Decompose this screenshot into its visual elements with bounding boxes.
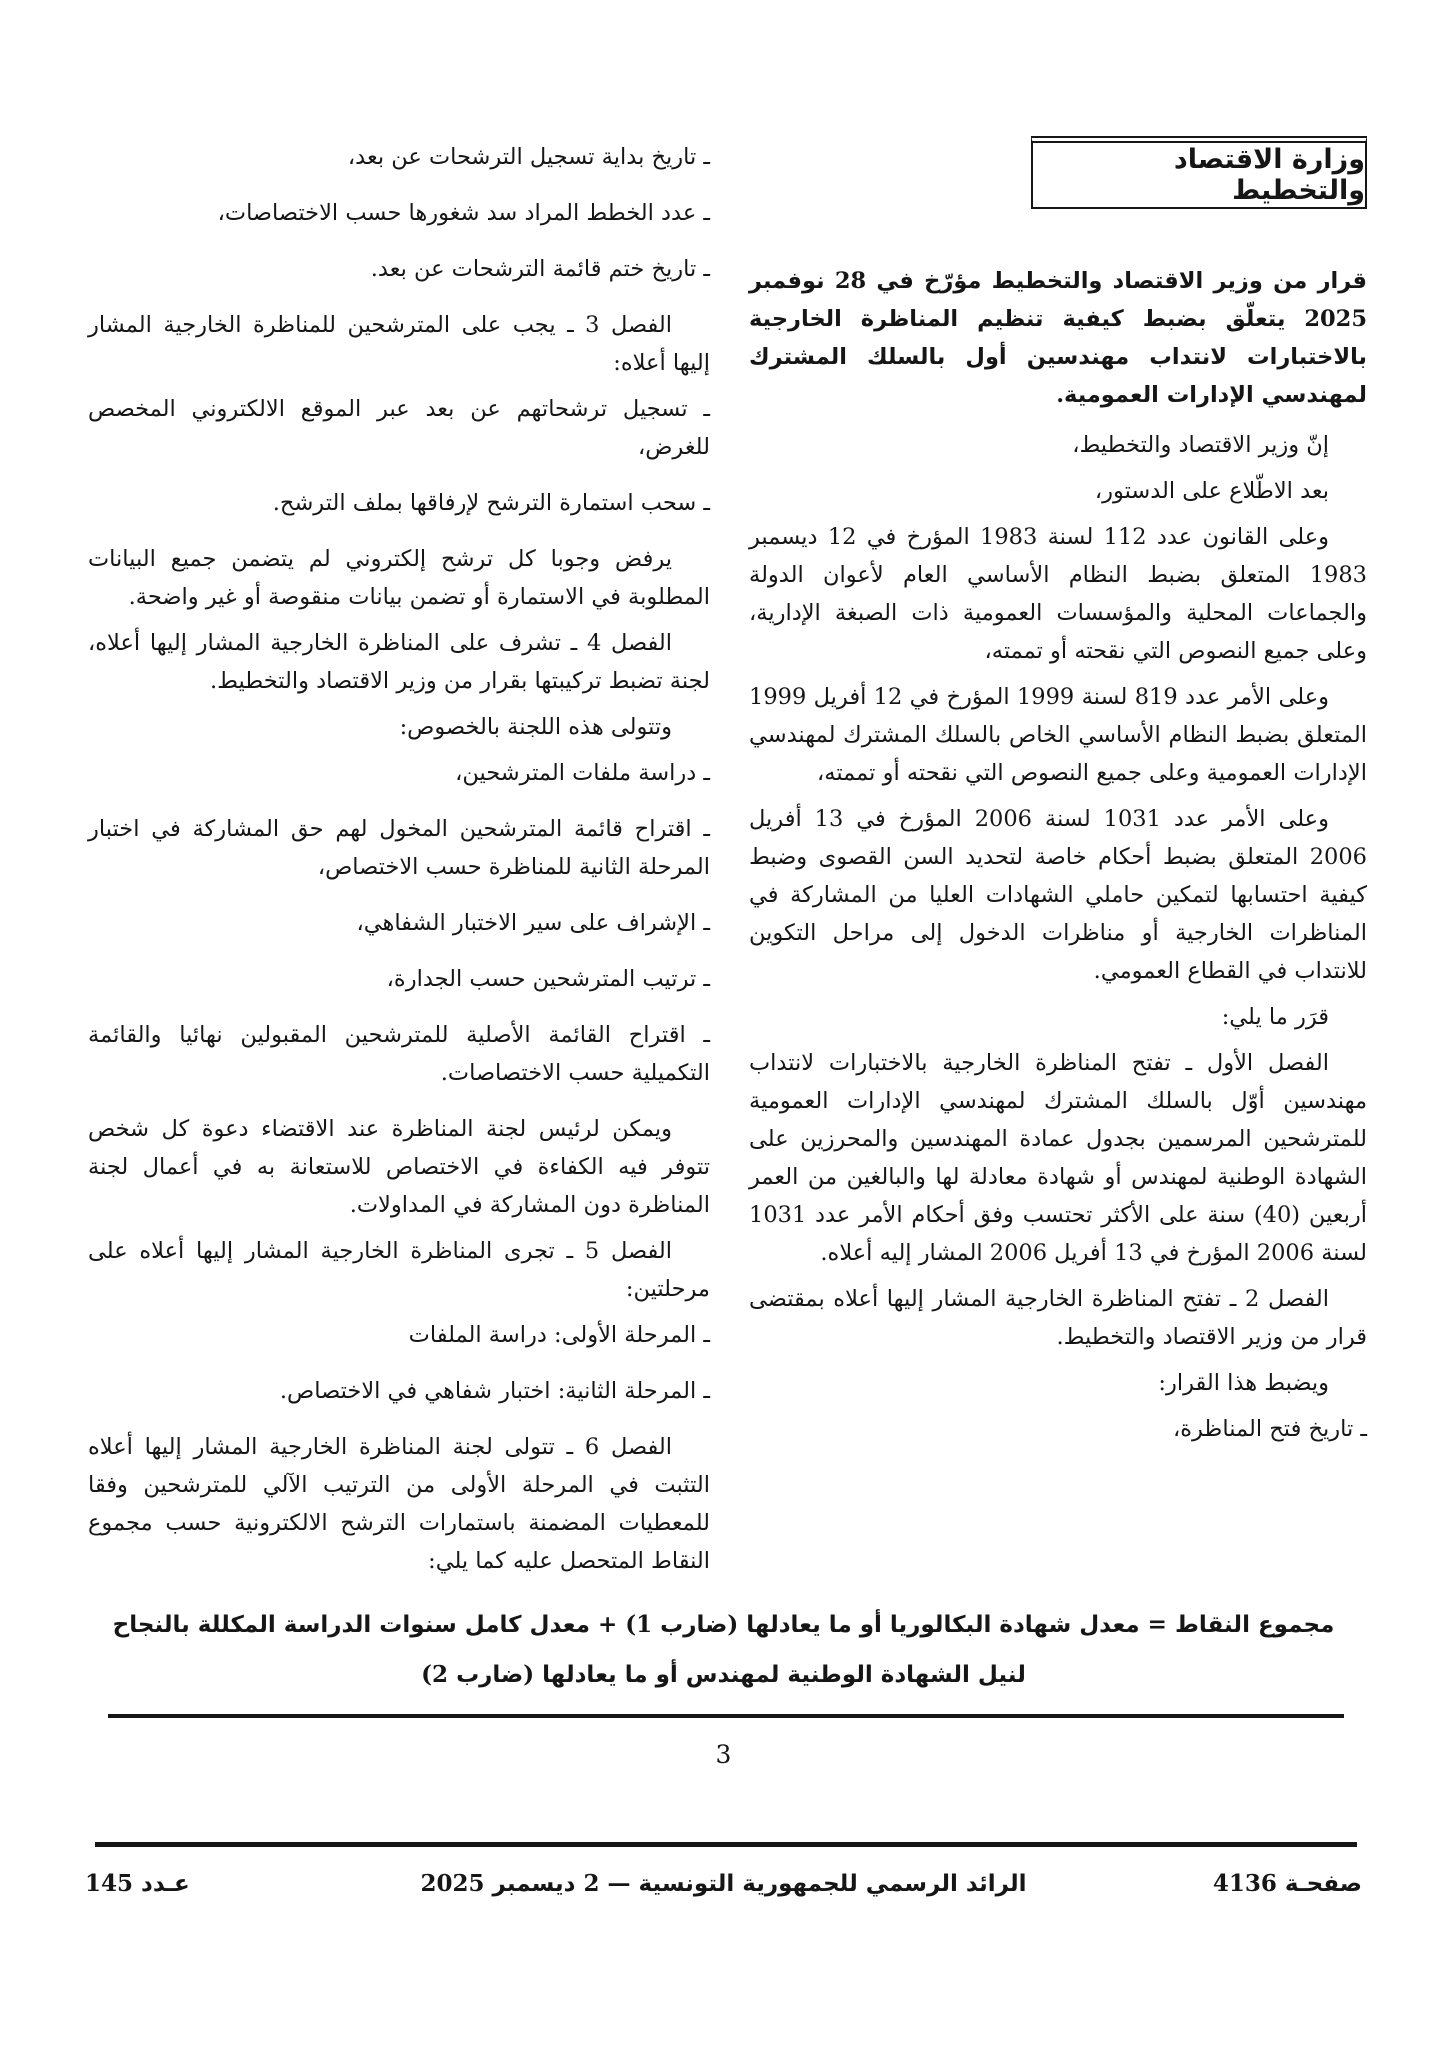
formula-label: مجموع النقاط — [1174, 1611, 1335, 1638]
paragraph: ويضبط هذا القرار: — [1158, 1370, 1329, 1396]
list-item: ـ تسجيل ترشحاتهم عن بعد عبر الموقع الالكتروني المخصص للغرض، — [88, 396, 710, 460]
list-item: ـ ترتيب المترشحين حسب الجدارة، — [386, 966, 710, 992]
paragraph: وعلى الأمر عدد 1031 لسنة 2006 المؤرخ في 13 أفريل 2006 المتعلق بضبط أحكام خاصة لتحديد السن القصوى وضبط كيفية احتسابها لتمكين حاملي الشهادات العليا من المشاركة في المناظرات الخارجية أو مناظرات الدخول إلى مراحل التكوين للانتداب في القطاع العمومي. — [749, 806, 1367, 984]
paragraph: وتتولى هذه اللجنة بالخصوص: — [399, 714, 672, 740]
article-paragraph: الفصل الأول ـ تفتح المناظرة الخارجية بالاختبارات لانتداب مهندسين أوّل بالسلك المشترك لمهندسي الإدارات العمومية للمترشحين المرسمين بجدول عمادة المهندسين والمحرزين على الشهادة الوطنية لمهندس أو شهادة معادلة لها والبالغين من العمر أربعين (40) سنة على الأكثر تحتسب وفق أحكام الأمر عدد 1031 لسنة 2006 المؤرخ في 13 أفريل 2006 المشار إليه أعلاه. — [749, 1050, 1367, 1266]
article-paragraph: الفصل 5 ـ تجرى المناظرة الخارجية المشار إليها أعلاه على مرحلتين: — [88, 1238, 710, 1302]
ministry-header-box — [1031, 136, 1367, 209]
list-item: ـ دراسة ملفات المترشحين، — [455, 760, 710, 786]
footer-rule — [95, 1842, 1357, 1847]
paragraph: وعلى القانون عدد 112 لسنة 1983 المؤرخ في 12 ديسمبر 1983 المتعلق بضبط النظام الأساسي العام لأعوان الدولة والجماعات المحلية والمؤسسات العمومية ذات الصبغة الإدارية، وعلى جميع النصوص التي نقحته أو تممته، — [749, 524, 1367, 664]
list-item: ـ الإشراف على سير الاختبار الشفاهي، — [356, 910, 710, 936]
footer-page-label: صفحـة 4136 — [1212, 1869, 1362, 1897]
paragraph: بعد الاطّلاع على الدستور، — [1094, 478, 1329, 504]
paragraph: إنّ وزير الاقتصاد والتخطيط، — [1072, 432, 1329, 458]
list-item: ـ اقتراح قائمة المترشحين المخول لهم حق المشاركة في اختبار المرحلة الثانية للمناظرة حسب الاختصاص، — [88, 816, 710, 880]
article-paragraph: الفصل 2 ـ تفتح المناظرة الخارجية المشار إليها أعلاه بمقتضى قرار من وزير الاقتصاد والتخطيط. — [749, 1286, 1367, 1350]
separator-rule — [108, 1714, 1344, 1718]
list-item: ـ تاريخ فتح المناظرة، — [1172, 1416, 1367, 1442]
list-item: ـ عدد الخطط المراد سد شغورها حسب الاختصاصات، — [217, 200, 710, 226]
paragraph: يرفض وجوبا كل ترشح إلكتروني لم يتضمن جميع البيانات المطلوبة في الاستمارة أو تضمن بيانات منقوصة أو غير واضحة. — [88, 546, 710, 610]
list-item: ـ سحب استمارة الترشح لإرفاقها بملف الترشح. — [272, 490, 710, 516]
points-formula — [85, 1600, 1362, 1700]
article-paragraph: الفصل 4 ـ تشرف على المناظرة الخارجية المشار إليها أعلاه، لجنة تضبط تركيبتها بقرار من وزير الاقتصاد والتخطيط. — [88, 630, 710, 694]
footer-journal-title: الرائد الرسمي للجمهورية التونسية — 2 ديسمبر 2025 — [420, 1869, 1027, 1897]
paragraph: وعلى الأمر عدد 819 لسنة 1999 المؤرخ في 12 أفريل 1999 المتعلق بضبط النظام الأساسي الخاص بالسلك المشترك لمهندسي الإدارات العمومية وعلى جميع النصوص التي نقحته أو تممته، — [749, 684, 1367, 786]
footer — [85, 1858, 1362, 1908]
formula-body: = معدل شهادة البكالوريا أو ما يعادلها (ضارب 1) + معدل كامل سنوات الدراسة المكللة بالنجاح لنيل الشهادة الوطنية لمهندس أو ما يعادلها (ضارب 2) — [112, 1611, 1167, 1688]
right-column — [749, 262, 1367, 1466]
page-number: 3 — [715, 1740, 732, 1769]
ministry-title: وزارة الاقتصاد والتخطيط — [1173, 144, 1365, 206]
list-item: ـ تاريخ ختم قائمة الترشحات عن بعد. — [370, 256, 710, 282]
footer-issue-label: عـدد 145 — [85, 1869, 190, 1897]
article-paragraph: الفصل 3 ـ يجب على المترشحين للمناظرة الخارجية المشار إليها أعلاه: — [88, 312, 710, 376]
list-item: ـ تاريخ بداية تسجيل الترشحات عن بعد، — [347, 144, 710, 170]
article-paragraph: الفصل 6 ـ تتولى لجنة المناظرة الخارجية المشار إليها أعلاه التثبت في المرحلة الأولى من الترتيب الآلي للمترشحين وفقا للمعطيات المضمنة باستمارات الترشح الالكترونية حسب مجموع النقاط المتحصل عليه كما يلي: — [88, 1434, 710, 1574]
paragraph: قرَر ما يلي: — [1221, 1004, 1329, 1030]
list-item: ـ المرحلة الثانية: اختبار شفاهي في الاختصاص. — [279, 1378, 710, 1404]
decree-title: قرار من وزير الاقتصاد والتخطيط مؤرّخ في 28 نوفمبر 2025 يتعلّق بضبط كيفية تنظيم المناظرة الخارجية بالاختبارات لانتداب مهندسين أول بالسلك المشترك لمهندسي الإدارات العمومية. — [749, 268, 1367, 408]
left-column — [88, 138, 710, 1588]
list-item: ـ المرحلة الأولى: دراسة الملفات — [408, 1322, 710, 1348]
list-item: ـ اقتراح القائمة الأصلية للمترشحين المقبولين نهائيا والقائمة التكميلية حسب الاختصاصات. — [88, 1022, 710, 1086]
paragraph: ويمكن لرئيس لجنة المناظرة عند الاقتضاء دعوة كل شخص تتوفر فيه الكفاءة في الاختصاص للاستعانة به في أعمال لجنة المناظرة دون المشاركة في المداولات. — [88, 1116, 710, 1218]
